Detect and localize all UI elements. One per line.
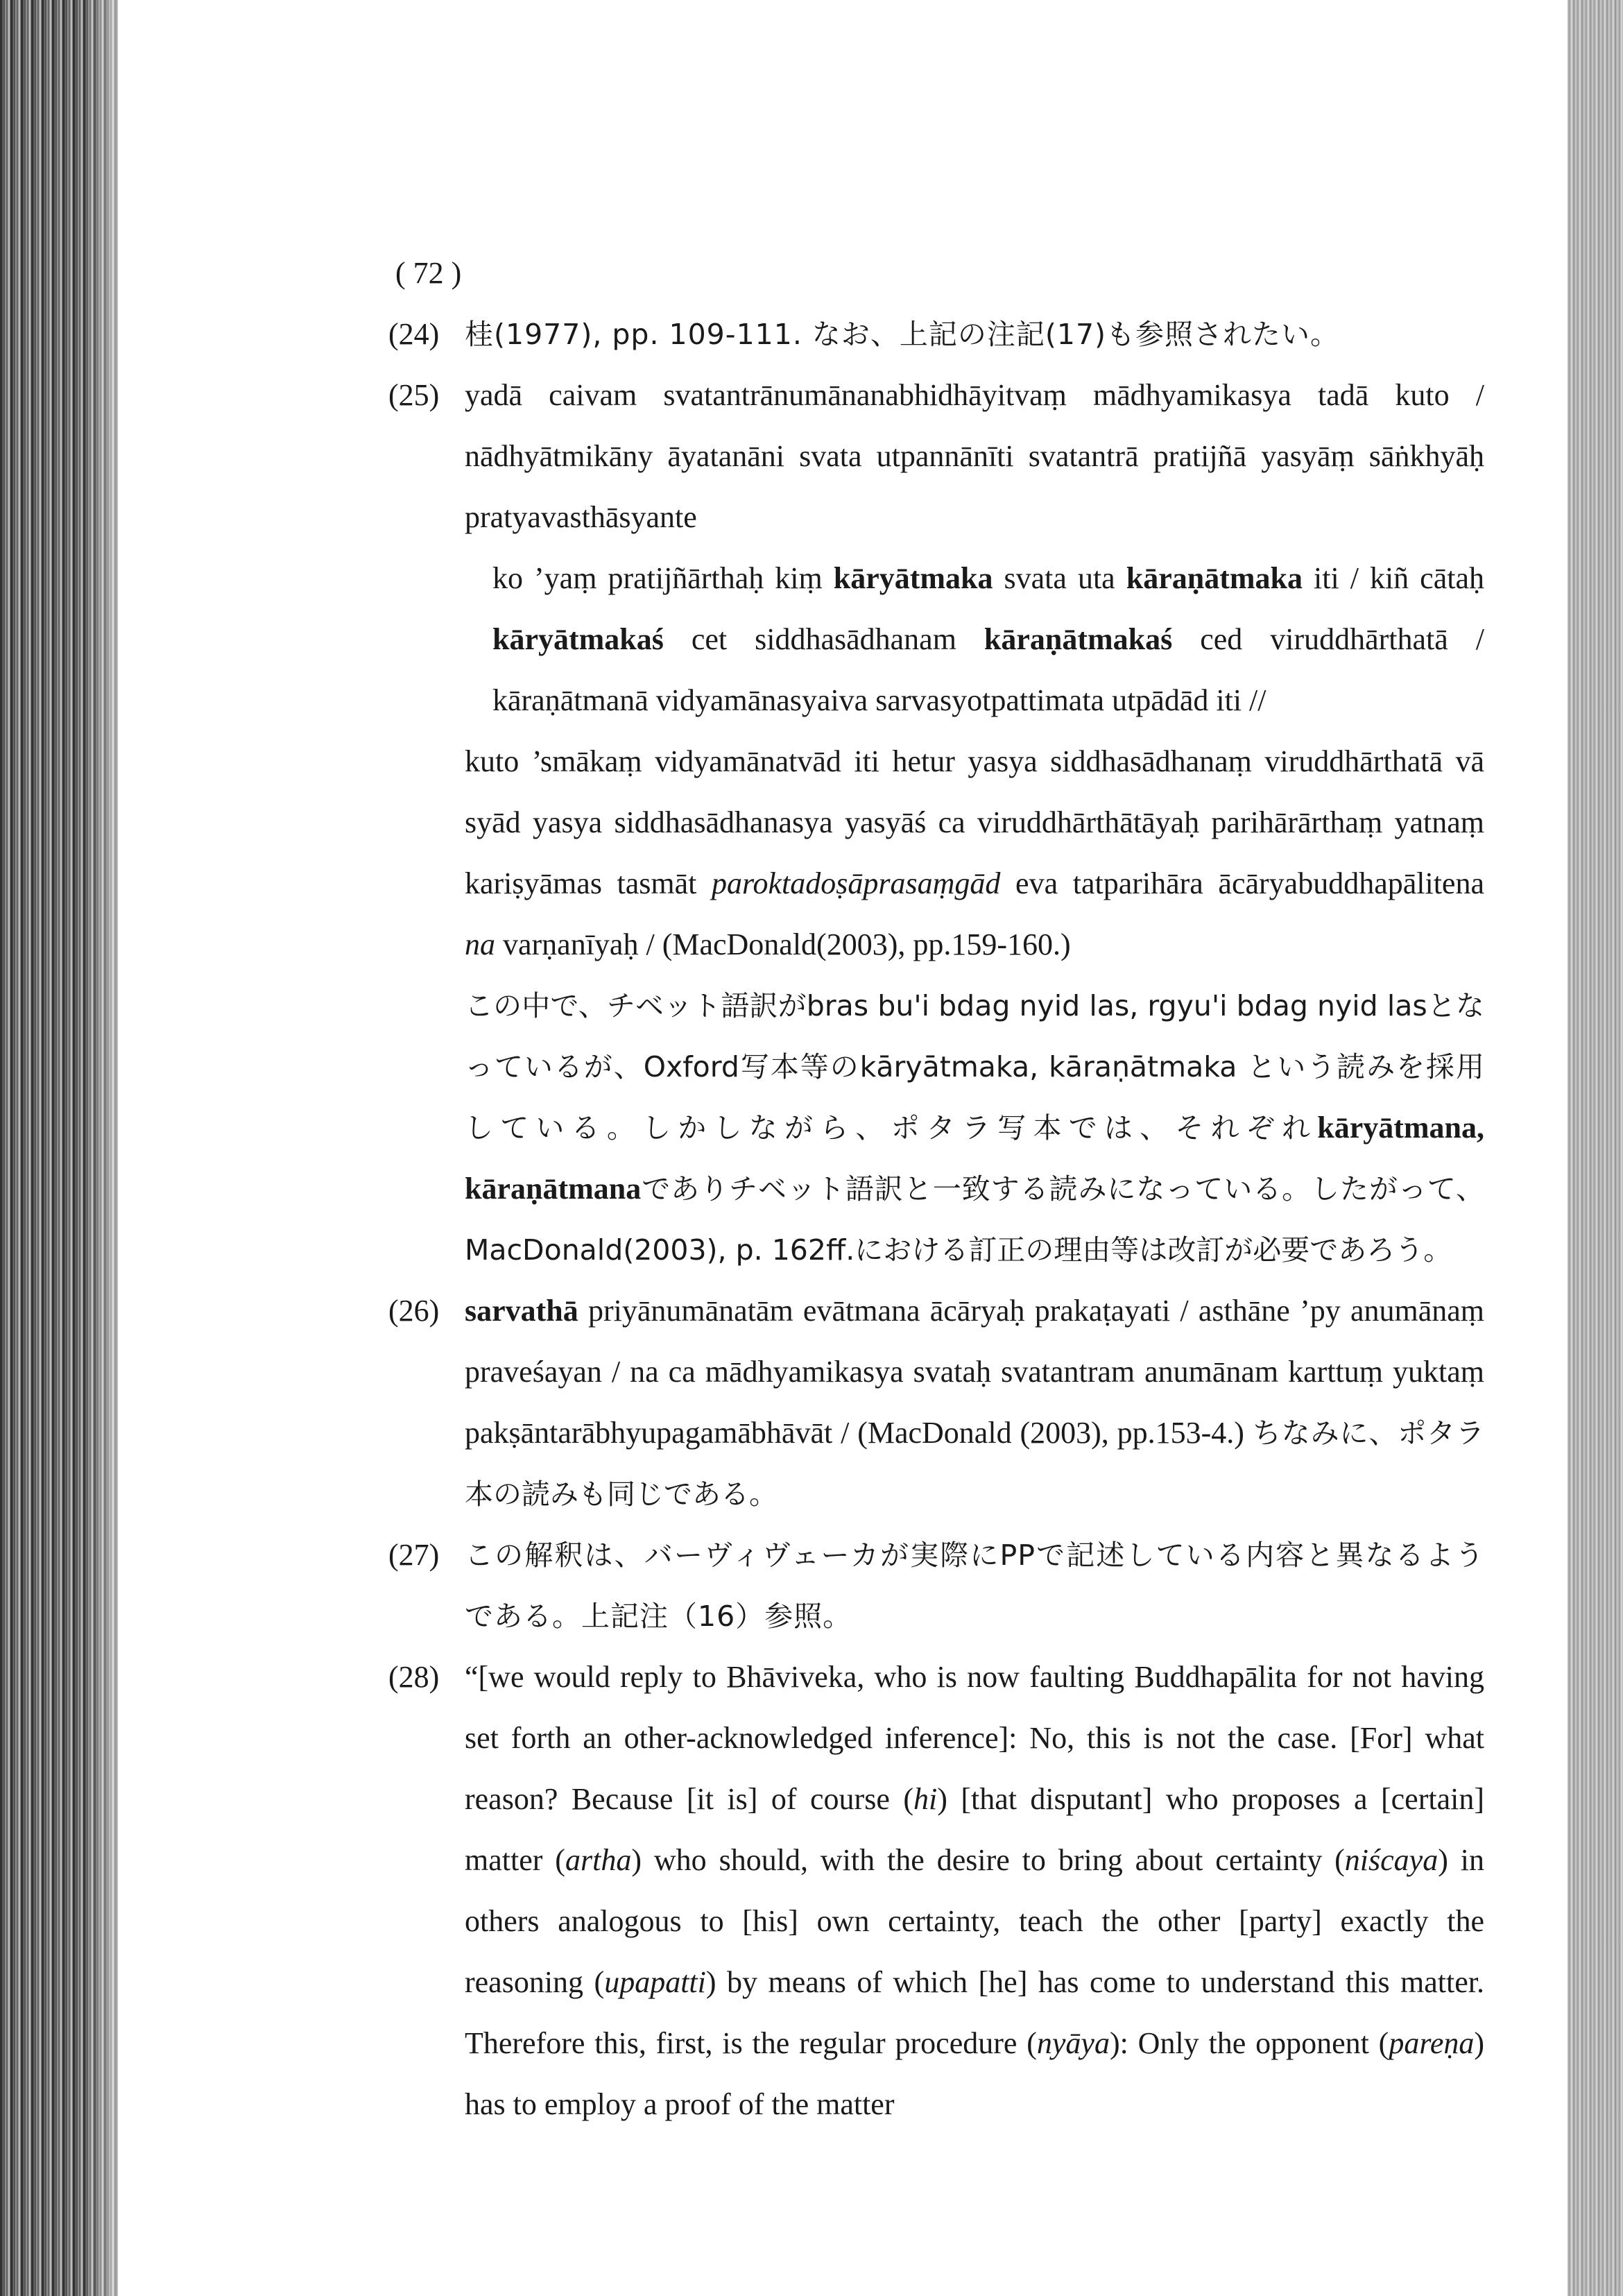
japanese-commentary [388,975,1484,1280]
footnote-25 [388,365,1484,1280]
footnote-text: この解釈は、バーヴィヴェーカが実際にPPで記述している内容と異なるようである。上記注（16）参照。 [465,1539,1484,1633]
footnote-number: (24) [388,317,440,351]
footnote-text [388,1280,1484,1525]
passage-text: ) who should, with the desire to bring about certainty ( [631,1843,1345,1877]
footnote-number: (27) [388,1538,440,1572]
scan-binding-fade [83,0,146,2296]
quote-text: svata uta [993,561,1126,595]
scan-edge-right [1568,0,1623,2296]
passage-italic: niścaya [1344,1843,1439,1877]
footnote-number: (28) [388,1660,440,1694]
passage-text: ) has to employ a proof of the matter [465,2026,1485,2121]
passage-text: “[we would reply to Bhāviveka, who is now faulting Buddhapālita for not having set forth an other-acknowledged inference]: No, this is not the case. [For] what reason? Because [it is] of course ( [465,1660,1484,1816]
commentary-text: ちなみに、ポタラ本の読みも同じである。 [465,1416,1484,1511]
commentary-term: kāryātmana, kāraṇātmana [465,1111,1484,1206]
quote-text: cet siddhasādhanam [663,622,984,656]
sanskrit-passage-continued [388,731,1484,975]
passage-italic: artha [565,1843,632,1877]
commentary-text: この中で、チベット語訳がbras bu'i bdag nyid las, rgyu'i bdag nyid lasとなっているが、Oxford写本等のkāryātmaka, kāraṇātmaka という読みを採用している。しかしながら、ポタラ写本では、それぞれ [465,989,1484,1145]
passage-text: ) by means of which [he] has come to understand this matter. Therefore this, first, is the regular procedure ( [465,1965,1484,2060]
footnote-text: 桂(1977), pp. 109-111. なお、上記の注記(17)も参照されたい。 [465,318,1340,351]
footnote-term: sarvathā [465,1294,578,1328]
sanskrit-passage: yadā caivam svatantrānumānanabhidhāyitvaṃ mādhyamikasya tadā kuto / nādhyātmikāny āyatanāni svata utpannānīti svatantrā pratijñā yasyāṃ sāṅkhyāḥ pratyavasthāsyante [465,378,1484,534]
block-quote [388,548,1484,731]
page-number: ( 72 ) [395,256,462,290]
passage-text: eva tatparihāra ācāryabuddhapālitena [1000,866,1484,900]
passage-text: priyānumānatām evātmana ācāryaḥ prakaṭayati / asthāne ’py anumānaṃ praveśayan / na ca mādhyamikasya svataḥ svatantram anumānam karttuṃ yuktaṃ pakṣāntarābhyupagamābhāvāt / (MacDonald (2003), pp.153-4.) [465,1294,1484,1450]
page-content [388,243,1484,2135]
footnote-number: (25) [388,378,440,412]
footnote-27 [388,1525,1484,1647]
passage-italic: nyāya [1036,2026,1110,2060]
passage-text: varṇanīyaḥ / (MacDonald(2003), pp.159-160.) [495,927,1071,961]
passage-italic: na [465,927,495,961]
footnote-text [388,365,1484,548]
passage-italic: pareṇa [1389,2026,1475,2060]
quote-text: ced viruddhārthatā / kāraṇātmanā vidyamānasyaiva sarvasyotpattimata utpādād iti // [492,622,1484,717]
passage-text: kuto ’smākaṃ vidyamānatvād iti hetur yasya siddhasādhanaṃ viruddhārthatā vā syād yasya siddhasādhanasya yasyāś ca viruddhārthātāyaḥ parihārārthaṃ yatnaṃ kariṣyāmas tasmāt [465,744,1484,900]
quote-term: kāraṇātmaka [1126,561,1303,595]
quote-text: ko ’yaṃ pratijñārthaḥ kiṃ [492,561,834,595]
quote-term: kāryātmaka [833,561,993,595]
footnote-28 [388,1647,1484,2135]
passage-italic: upapatti [604,1965,706,1999]
passage-text: ) in others analogous to [his] own certainty, teach the other [party] exactly the reasoning ( [465,1843,1484,1999]
passage-text: ): Only the opponent ( [1109,2026,1389,2060]
quote-term: kāraṇātmakaś [984,622,1173,656]
passage-text: ) [that disputant] who proposes a [certain] matter ( [465,1782,1484,1877]
footnote-24 [388,304,1484,365]
passage-italic: hi [913,1782,938,1816]
quote-term: kāryātmakaś [492,622,664,656]
footnote-number: (26) [388,1294,440,1328]
quote-text: iti / kiñ cātaḥ [1302,561,1484,595]
footnote-text [388,1647,1484,2135]
commentary-text: でありチベット語訳と一致する読みになっている。したがって、MacDonald(2003), p. 162ff.における訂正の理由等は改訂が必要であろう。 [465,1172,1484,1267]
passage-italic: paroktadoṣāprasaṃgād [712,866,1001,900]
footnote-26 [388,1280,1484,1525]
